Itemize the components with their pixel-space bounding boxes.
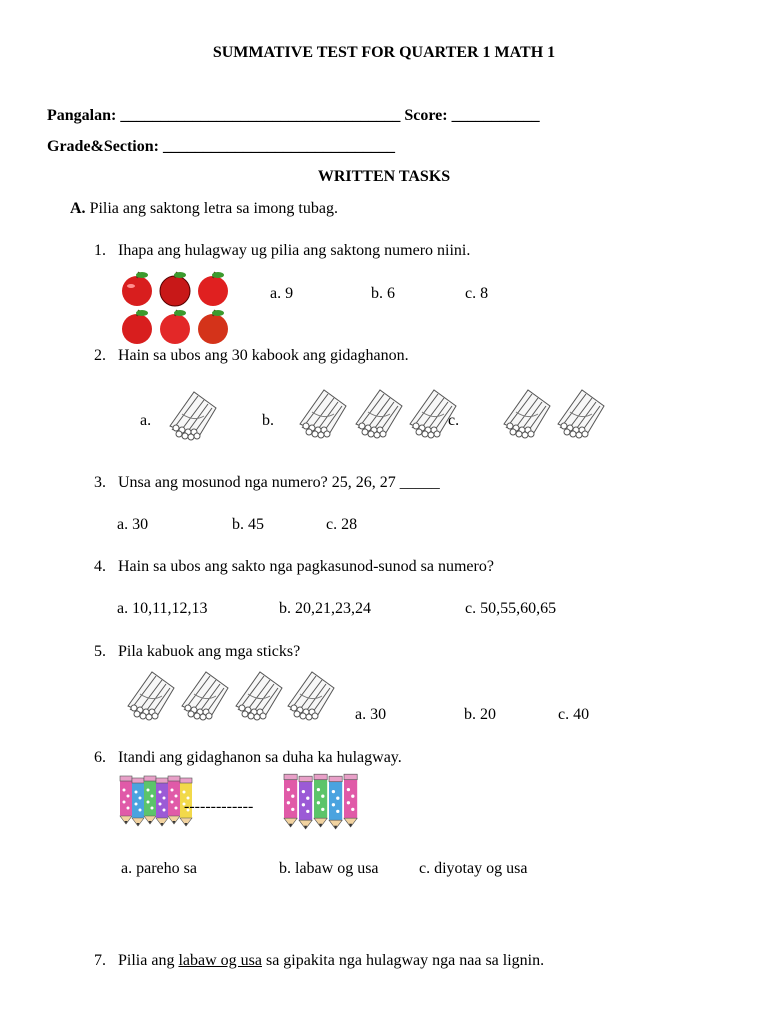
q5-choice-b[interactable]: b. 20 xyxy=(464,706,496,723)
q1-choice-a[interactable]: a. 9 xyxy=(270,285,294,302)
apple-icon xyxy=(160,272,190,306)
q3-choice-a[interactable]: a. 30 xyxy=(117,516,149,533)
page-title: SUMMATIVE TEST FOR QUARTER 1 MATH 1 xyxy=(212,44,556,61)
score-label: Score: xyxy=(404,107,448,124)
q6-choice-c[interactable]: c. diyotay og usa xyxy=(419,860,528,877)
question-text: Unsa ang mosunod nga numero? 25, 26, 27 _____ xyxy=(118,474,440,491)
q6-choice-a[interactable]: a. pareho sa xyxy=(121,860,197,877)
question-text: Hain sa ubos ang 30 kabook ang gidaghanon. xyxy=(118,347,409,364)
question-number: 7. xyxy=(94,952,106,969)
sticks-bundle-icon xyxy=(296,390,348,440)
q2-choice-c[interactable]: c. xyxy=(448,412,460,429)
q2-choice-b[interactable]: b. xyxy=(262,412,274,429)
question-5 xyxy=(94,643,300,661)
sticks-bundle-icon xyxy=(178,672,230,722)
pencil-icon xyxy=(299,776,312,829)
question-number: 2. xyxy=(94,347,106,364)
apple-icon xyxy=(160,310,190,344)
sticks-bundle-icon xyxy=(284,672,336,722)
q3-choice-c[interactable]: c. 28 xyxy=(326,516,358,533)
question-2 xyxy=(94,347,409,365)
question-number: 3. xyxy=(94,474,106,491)
apple-icon xyxy=(198,310,228,344)
question-4 xyxy=(94,558,494,576)
score-line[interactable]: ___________ xyxy=(451,107,540,124)
name-line[interactable]: ___________________________________ xyxy=(120,107,401,124)
pencil-icon xyxy=(120,776,132,824)
emphasis-text: labaw og usa xyxy=(178,952,262,969)
pencil-icon xyxy=(156,778,168,826)
name-label: Pangalan: xyxy=(47,107,117,124)
q4-choice-a[interactable]: a. 10,11,12,13 xyxy=(117,600,208,617)
pencil-icon xyxy=(314,774,327,827)
sticks-bundle-icon xyxy=(232,672,284,722)
pencils-group-left xyxy=(120,774,192,830)
question-text: Hain sa ubos ang sakto nga pagkasunod-sunod sa numero? xyxy=(118,558,494,575)
pencil-icon xyxy=(329,776,342,829)
apple-icon xyxy=(122,310,152,344)
question-3 xyxy=(94,474,440,492)
name-row xyxy=(47,107,540,125)
question-number: 4. xyxy=(94,558,106,575)
grade-row xyxy=(47,138,395,156)
q3-choice-b[interactable]: b. 45 xyxy=(232,516,264,533)
comparison-dashes: ------------- xyxy=(184,798,254,815)
question-text: Pila kabuok ang mga sticks? xyxy=(118,643,301,660)
q1-choice-c[interactable]: c. 8 xyxy=(465,285,489,302)
pencil-icon xyxy=(144,776,156,824)
apple-icon xyxy=(198,272,228,306)
part-a-text: Pilia ang saktong letra sa imong tubag. xyxy=(89,200,338,217)
question-number: 1. xyxy=(94,242,106,259)
pencil-icon xyxy=(284,774,297,827)
grade-label: Grade&Section: xyxy=(47,138,159,155)
apples-image xyxy=(118,270,233,345)
part-a-letter: A. xyxy=(70,200,86,217)
grade-line[interactable]: _____________________________ xyxy=(162,138,395,155)
question-6 xyxy=(94,749,402,767)
question-text: Pilia ang xyxy=(118,952,179,969)
question-7 xyxy=(94,952,544,970)
question-number: 5. xyxy=(94,643,106,660)
sticks-bundle-icon xyxy=(500,390,552,440)
q5-choice-c[interactable]: c. 40 xyxy=(558,706,590,723)
apple-icon xyxy=(122,272,152,306)
pencils-group-right xyxy=(284,772,364,830)
question-text: Itandi ang gidaghanon sa duha ka hulagway. xyxy=(118,749,402,766)
section-title: WRITTEN TASKS xyxy=(317,168,451,185)
pencil-icon xyxy=(132,778,144,826)
part-a-instruction xyxy=(70,200,338,218)
q1-choice-b[interactable]: b. 6 xyxy=(371,285,395,302)
pencil-icon xyxy=(344,774,357,827)
sticks-bundle-icon xyxy=(166,392,218,442)
sticks-bundle-icon xyxy=(124,672,176,722)
q4-choice-b[interactable]: b. 20,21,23,24 xyxy=(279,600,371,617)
question-text: sa gipakita nga hulagway nga naa sa lignin. xyxy=(261,952,545,969)
question-number: 6. xyxy=(94,749,106,766)
q5-choice-a[interactable]: a. 30 xyxy=(355,706,387,723)
question-1 xyxy=(94,242,470,260)
q6-choice-b[interactable]: b. labaw og usa xyxy=(279,860,379,877)
q4-choice-c[interactable]: c. 50,55,60,65 xyxy=(465,600,557,617)
sticks-bundle-icon xyxy=(352,390,404,440)
sticks-bundle-icon xyxy=(554,390,606,440)
question-text: Ihapa ang hulagway ug pilia ang saktong numero niini. xyxy=(118,242,471,259)
pencil-icon xyxy=(168,776,180,824)
q2-choice-a[interactable]: a. xyxy=(140,412,152,429)
